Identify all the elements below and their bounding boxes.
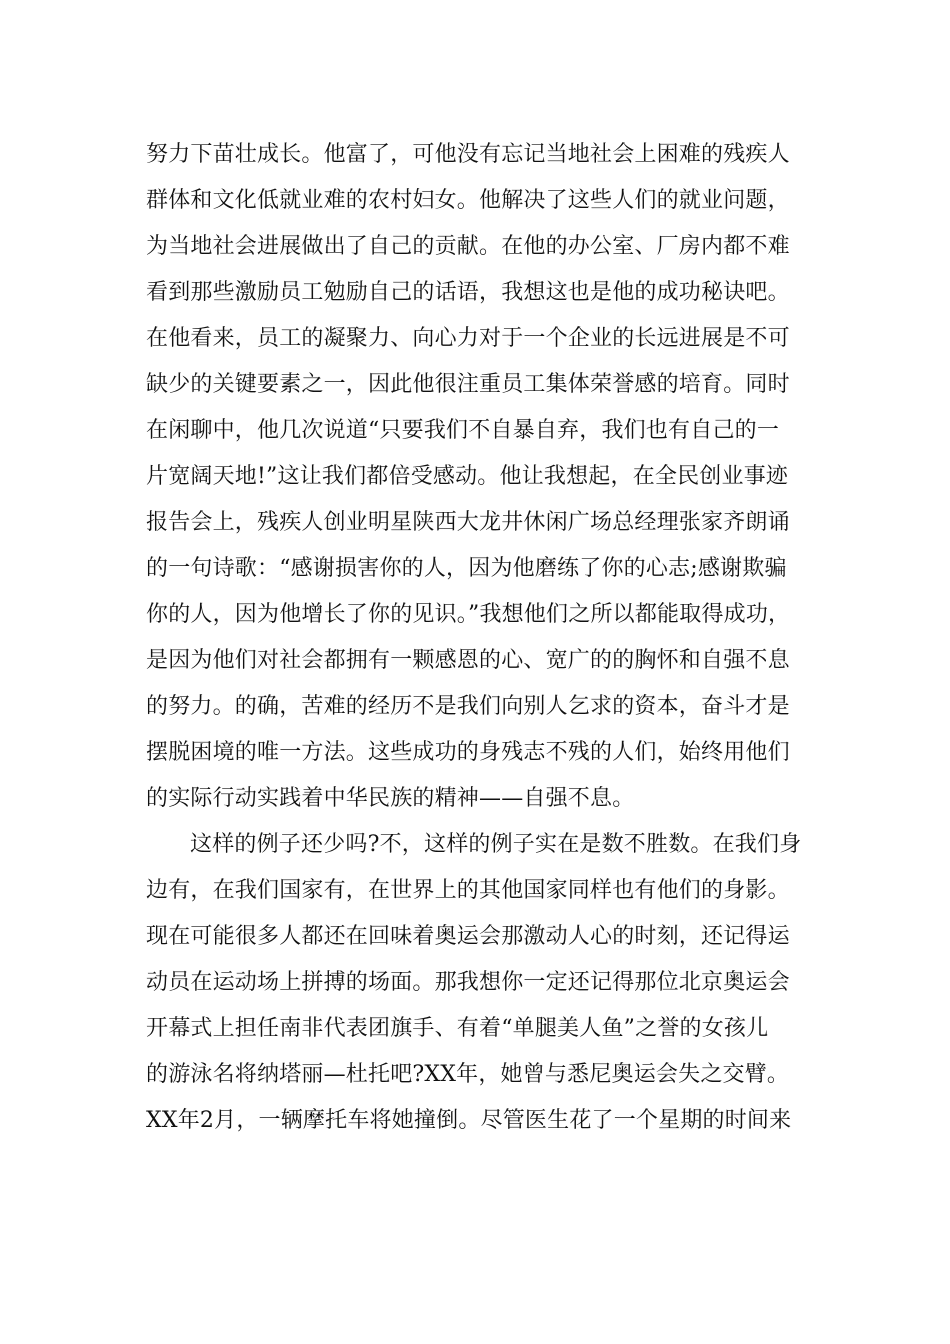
text-line: 的一句诗歌：“感谢损害你的人，因为他磨练了你的心志;感谢欺骗 — [146, 556, 787, 581]
text-line: 摆脱困境的唯一方法。这些成功的身残志不残的人们，始终用他们 — [146, 740, 790, 765]
text-line: 在他看来，员工的凝聚力、向心力对于一个企业的长远进展是不可 — [146, 326, 790, 351]
text-line: 边有，在我们国家有，在世界上的其他国家同样也有他们的身影。 — [146, 878, 790, 903]
text-line: 你的人，因为他增长了你的见识。”我想他们之所以都能取得成功， — [146, 602, 791, 627]
text-line: XX年2月，一辆摩托车将她撞倒。尽管医生花了一个星期的时间来 — [146, 1108, 792, 1133]
text-line: 看到那些激励员工勉励自己的话语，我想这也是他的成功秘诀吧。 — [146, 280, 790, 305]
text-line: 的游泳名将纳塔丽—杜托吧?XX年，她曾与悉尼奥运会失之交臂。 — [146, 1062, 790, 1087]
text-line: 的实际行动实践着中华民族的精神——自强不息。 — [146, 786, 635, 811]
text-line: 在闲聊中，他几次说道“只要我们不自暴自弃，我们也有自己的一 — [146, 418, 780, 443]
text-line: 是因为他们对社会都拥有一颗感恩的心、宽广的的胸怀和自强不息 — [146, 648, 790, 673]
text-line: 努力下苗壮成长。他富了，可他没有忘记当地社会上困难的残疾人 — [146, 142, 790, 167]
body-text — [146, 132, 826, 1144]
text-line: 的努力。的确，苦难的经历不是我们向别人乞求的资本，奋斗才是 — [146, 694, 790, 719]
text-line: 片宽阔天地!”这让我们都倍受感动。他让我想起，在全民创业事迹 — [146, 464, 789, 489]
paragraph-start-line: 这样的例子还少吗?不，这样的例子实在是数不胜数。在我们身 — [190, 832, 802, 857]
text-line: 缺少的关键要素之一，因此他很注重员工集体荣誉感的培育。同时 — [146, 372, 790, 397]
text-line: 开幕式上担任南非代表团旗手、有着“单腿美人鱼”之誉的女孩儿 — [146, 1016, 769, 1041]
text-line: 群体和文化低就业难的农村妇女。他解决了这些人们的就业问题， — [146, 188, 790, 213]
text-line: 现在可能很多人都还在回味着奥运会那激动人心的时刻，还记得运 — [146, 924, 790, 949]
text-line: 为当地社会进展做出了自己的贡献。在他的办公室、厂房内都不难 — [146, 234, 790, 259]
text-line: 动员在运动场上拼搏的场面。那我想你一定还记得那位北京奥运会 — [146, 970, 790, 995]
text-line: 报告会上，残疾人创业明星陕西大龙井休闲广场总经理张家齐朗诵 — [146, 510, 790, 535]
